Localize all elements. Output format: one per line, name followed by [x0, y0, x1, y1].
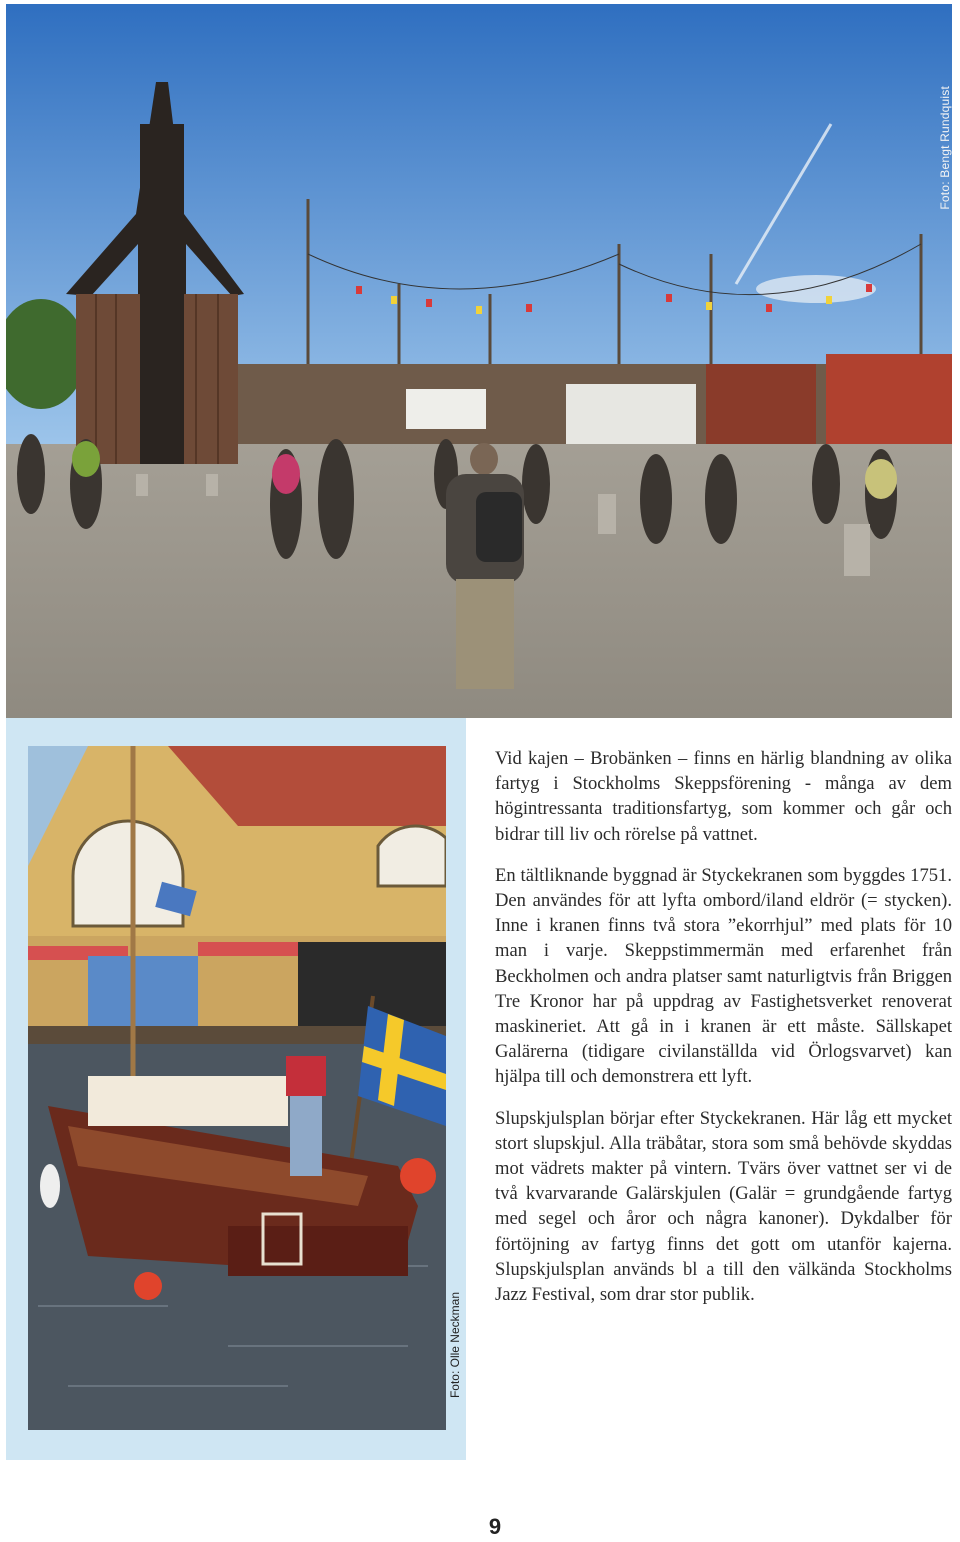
page-number: 9 — [488, 1514, 502, 1539]
bottom-photo-boat — [28, 746, 446, 1430]
article-paragraph-2: En tältliknande byggnad är Styckekranen som byggdes 1751. Den användes för att lyfta ombord/iland eldrör (= stycken). Inne i kranen finns två stora ”ekorrhjul” med plats för 10 man i varje. Skeppstimmermän med erfarenhet från Beckholmen och andra platser samt naturligtvis från Briggen Tre Kronor har på uppdrag av Fastighetsverket renoverat maskineriet. Att gå in i kranen är ett måste. Sällskapet Galärerna (tidigare civilanställda vid Örlogsvarvet) kan hjälpa till och demonstrera ett lyft. — [495, 864, 952, 1088]
top-photo-credit: Foto: Bengt Rundquist — [938, 86, 952, 210]
top-photo-quay — [6, 4, 952, 718]
article-body — [495, 746, 952, 1323]
bottom-photo-credit: Foto: Olle Neckman — [448, 1292, 462, 1399]
article-paragraph-1: Vid kajen – Brobänken – finns en härlig blandning av olika fartyg i Stockholms Skeppsförening - många av dem högintressanta traditionsfartyg, som kommer och går och bidrar till liv och rörelse på vattnet. — [495, 748, 952, 845]
article-paragraph-3: Slupskjulsplan börjar efter Styckekranen. Här låg ett mycket stort slupskjul. Alla träbåtar, stora som små behövde skyddas mot vädrets makter på vintern. Tvärs över vattnet ser vi de två kvarvarande Galärskjulen (Galär = grundgående fartyg med segel och åror och några kanoner). Dykdalber för förtöjning av fartyg finns det gott om utanför kajerna. Slupskjulsplan används bl a till den välkända Stockholms Jazz Festival, som drar stor publik. — [495, 1107, 952, 1306]
